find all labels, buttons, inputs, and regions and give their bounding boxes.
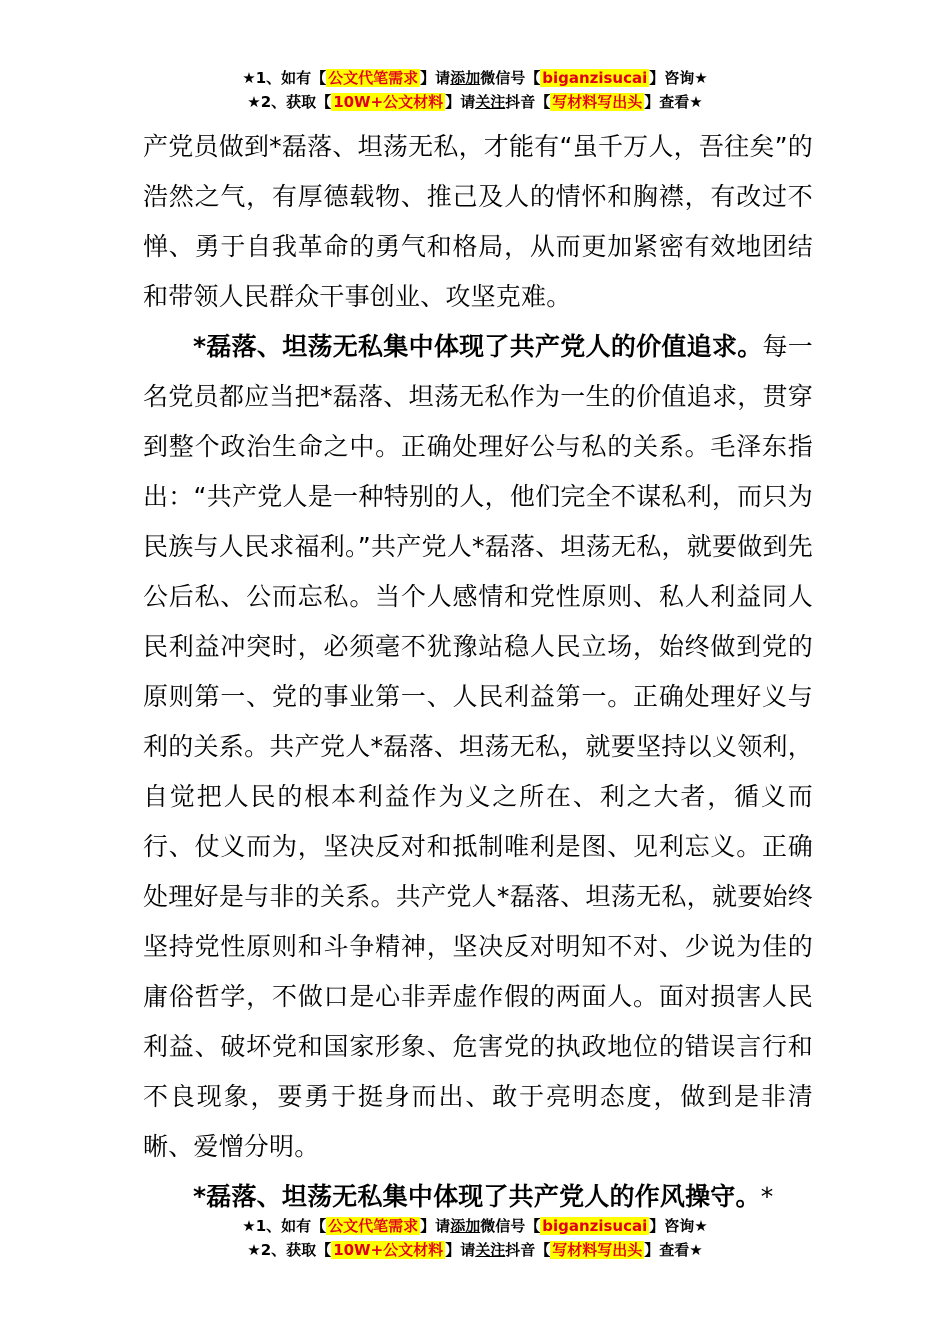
paragraph-2 — [143, 322, 813, 1172]
promo-2-middle-bottom: 】请 — [445, 1241, 476, 1259]
promo-2-middle2-bottom: 抖音【 — [505, 1241, 551, 1259]
promo-1-suffix-bottom: 】咨询★ — [649, 1217, 708, 1235]
promo-2-middle2: 抖音【 — [505, 93, 551, 111]
promo-1-highlight-wechat-bottom: biganzisucai — [542, 1217, 648, 1235]
document-body — [143, 122, 813, 1222]
paragraph-2-lead: *磊落、坦荡无私集中体现了共产党人的价值追求。 — [193, 332, 763, 361]
promo-1-highlight-service: 公文代笔需求 — [328, 69, 419, 87]
promo-2-highlight-materials: 10W+公文材料 — [333, 93, 444, 111]
promo-1-middle-bottom: 】请 — [420, 1217, 451, 1235]
promo-1-underlined-bottom: 添加 — [450, 1217, 481, 1235]
promo-2-prefix-bottom: ★2、获取【 — [247, 1241, 332, 1259]
promo-1-underlined: 添加 — [450, 69, 481, 87]
paragraph-3-text: * — [760, 1182, 774, 1211]
promo-line-2 — [0, 90, 950, 114]
promo-line-1 — [0, 66, 950, 90]
promo-2-suffix-bottom: 】查看★ — [644, 1241, 703, 1259]
paragraph-3-lead: *磊落、坦荡无私集中体现了共产党人的作风操守。 — [193, 1182, 761, 1211]
promo-1-prefix: ★1、如有【 — [242, 69, 327, 87]
top-promo-banner — [0, 66, 950, 114]
paragraph-1: 产党员做到*磊落、坦荡无私，才能有“虽千万人，吾往矣”的浩然之气，有厚德载物、推己及人的情怀和胸襟，有改过不惮、勇于自我革命的勇气和格局，从而更加紧密有效地团结和带领人民群众干事创业、攻坚克难。 — [143, 132, 813, 311]
promo-1-highlight-wechat: biganzisucai — [542, 69, 648, 87]
paragraph-2-text: 每一名党员都应当把*磊落、坦荡无私作为一生的价值追求，贯穿到整个政治生命之中。正确处理好公与私的关系。毛泽东指出：“共产党人是一种特别的人，他们完全不谋私利，而只为民族与人民求福利。”共产党人*磊落、坦荡无私，就要做到先公后私、公而忘私。当个人感情和党性原则、私人利益同人民利益冲突时，必须毫不犹豫站稳人民立场，始终做到党的原则第一、党的事业第一、人民利益第一。正确处理好义与利的关系。共产党人*磊落、坦荡无私，就要坚持以义领利，自觉把人民的根本利益作为义之所在、利之大者，循义而行、仗义而为，坚决反对和抵制唯利是图、见利忘义。正确处理好是与非的关系。共产党人*磊落、坦荡无私，就要始终坚持党性原则和斗争精神，坚决反对明知不对、少说为佳的庸俗哲学，不做口是心非弄虚作假的两面人。面对损害人民利益、破坏党和国家形象、危害党的执政地位的错误言行和不良现象，要勇于挺身而出、敢于亮明态度，做到是非清晰、爱憎分明。 — [143, 332, 813, 1161]
promo-2-highlight-douyin-bottom: 写材料写出头 — [552, 1241, 643, 1259]
promo-1-highlight-service-bottom: 公文代笔需求 — [328, 1217, 419, 1235]
promo-line-1-bottom — [0, 1214, 950, 1238]
promo-1-middle2-bottom: 微信号【 — [480, 1217, 541, 1235]
promo-2-highlight-materials-bottom: 10W+公文材料 — [333, 1241, 444, 1259]
bottom-promo-banner — [0, 1214, 950, 1262]
promo-2-underlined-bottom: 关注 — [475, 1241, 506, 1259]
promo-1-prefix-bottom: ★1、如有【 — [242, 1217, 327, 1235]
promo-1-middle2: 微信号【 — [480, 69, 541, 87]
promo-1-suffix: 】咨询★ — [649, 69, 708, 87]
promo-2-prefix: ★2、获取【 — [247, 93, 332, 111]
promo-2-suffix: 】查看★ — [644, 93, 703, 111]
promo-2-highlight-douyin: 写材料写出头 — [552, 93, 643, 111]
promo-line-2-bottom — [0, 1238, 950, 1262]
promo-1-middle: 】请 — [420, 69, 451, 87]
promo-2-middle: 】请 — [445, 93, 476, 111]
promo-2-underlined: 关注 — [475, 93, 506, 111]
